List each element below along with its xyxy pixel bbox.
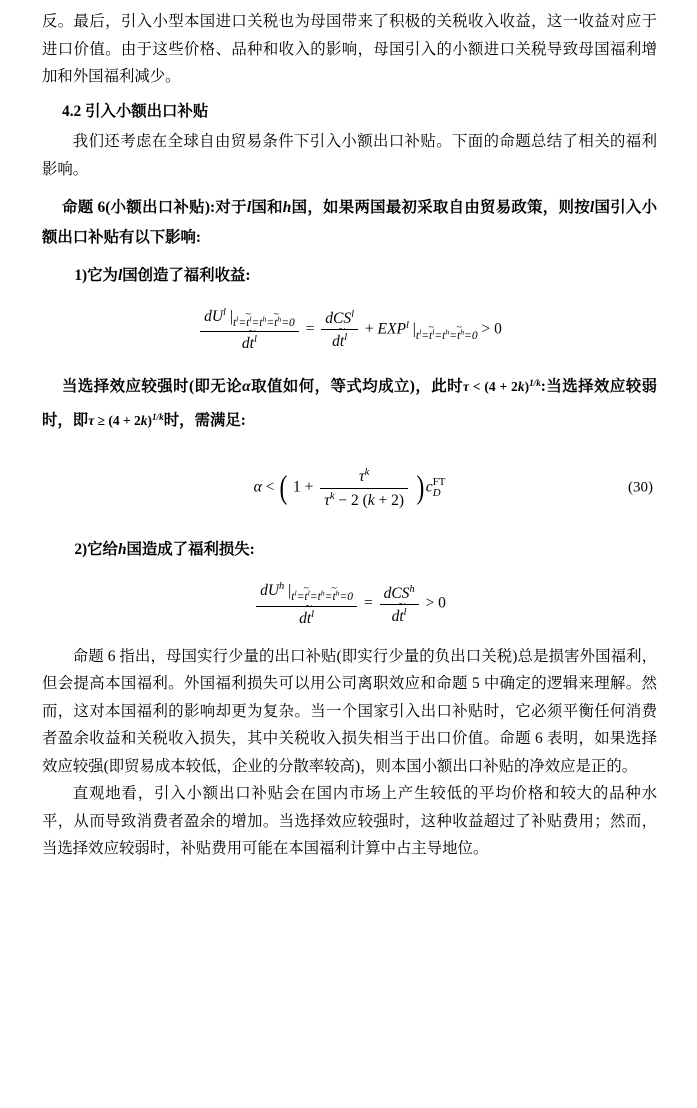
condition-inline-strong: $\tau < (4 + 2k)^{1/k}$ (463, 378, 541, 395)
paragraph-discussion-2: 直观地看，引入小额出口补贴会在国内市场上产生较低的平均价格和较大的品种水平，从而导致消费者盈余的增加。当选择效应较强时，这种收益超过了补贴费用；然而，当选择效应较弱时，补贴费用可能在本国福利计算中占主导地位。 (42, 785, 657, 858)
equation-number: (30) (628, 479, 653, 496)
item-2-tail: 国造成了福利损失: (126, 541, 255, 559)
symbol-h-1: h (282, 199, 292, 216)
equation-30-body: α < ( 1 + $\frac{\tau^k}{\tau^k - 2 (k + 2)}$ )c FT D (253, 467, 446, 509)
paragraph-continuation: 反。最后，引入小型本国进口关税也为母国带来了积极的关税收入收益，这一收益对应于进口价值。由于这些价格、品种和收入的影响，母国引入的小额进口关税导致母国福利增加和外国福利减少。 (42, 13, 657, 85)
condition-text-3: :当选择效应较弱时，即 (42, 378, 657, 430)
condition-text-2: 取值如何，等式均成立)，此时 (250, 378, 464, 396)
condition-inline-weak: $\tau \ge (4 + 2k)^{1/k}$ (88, 412, 164, 429)
proposition-heading (42, 193, 657, 253)
symbol-l-3: l (117, 267, 123, 284)
symbol-h-2: h (117, 541, 127, 559)
equation-welfare-foreign (42, 580, 657, 628)
equation-welfare-home (42, 306, 657, 354)
proposition-label-2: 国和 (251, 199, 283, 216)
paragraph-discussion-1: 命题 6 指出，母国实行少量的出口补贴(即实行少量的负出口关税)总是损害外国福利，但会提高本国福利。外国福利损失可以用公司离职效应和命题 5 中确定的逻辑来理解。然而，这对本国福利的影响却更为复杂。当一个国家引入出口补贴时，它必须平衡任何消费者盈余收益和关税收入损失，其中关税收入损失相当于出口价值。命题 6 表明，如果选择效应较强(即贸易成本较低，企业的分散率较高)，则本国小额出口补贴的净效应是正的。 (42, 647, 657, 775)
condition-text-4: 时，需满足: (163, 412, 246, 430)
symbol-l-1: l (246, 199, 252, 216)
proposition-label-3: 国，如果两国最初采取自由贸易政策，则按 (291, 199, 590, 216)
paragraph-intro: 我们还考虑在全球自由贸易条件下引入小额出口补贴。下面的命题总结了相关的福利影响。 (42, 133, 657, 178)
proposition-label-4: 国引入小额出口补贴有以下影响: (42, 199, 657, 246)
proposition-item-2 (42, 536, 657, 564)
section-heading: 4.2 引入小额出口补贴 (62, 102, 209, 120)
symbol-alpha-1: α (242, 378, 251, 396)
condition-text-1: 当选择效应较强时(即无论 (62, 378, 243, 396)
item-2-label: 2)它给 (74, 541, 118, 559)
equation-welfare-home-body: $\frac{dU^l |_{t^l=\sim t^l=t^h=\sim t^h=0}}{d\sim t^l}$ = $\frac{dCS^l}{d\sim t^l}$ + $EXP^l$ $|_{t^l=\sim t^l=t^h=\sim t^h=0} > 0$ (197, 306, 502, 354)
item-1-tail: 国创造了福利收益: (122, 267, 251, 284)
proposition-label-1: 命题 6(小额出口补贴):对于 (62, 199, 247, 216)
symbol-l-2: l (589, 199, 595, 216)
item-1-label: 1)它为 (74, 267, 118, 284)
condition-paragraph (42, 368, 657, 436)
equation-welfare-foreign-body: $\frac{dU^h |_{t^l=\sim t^l=t^h=\sim t^h=0}}{d\sim t^l}$ = $\frac{dCS^h}{d\sim t^l}$ > 0 (253, 580, 446, 628)
proposition-item-1 (42, 262, 657, 290)
equation-30 (42, 466, 657, 510)
